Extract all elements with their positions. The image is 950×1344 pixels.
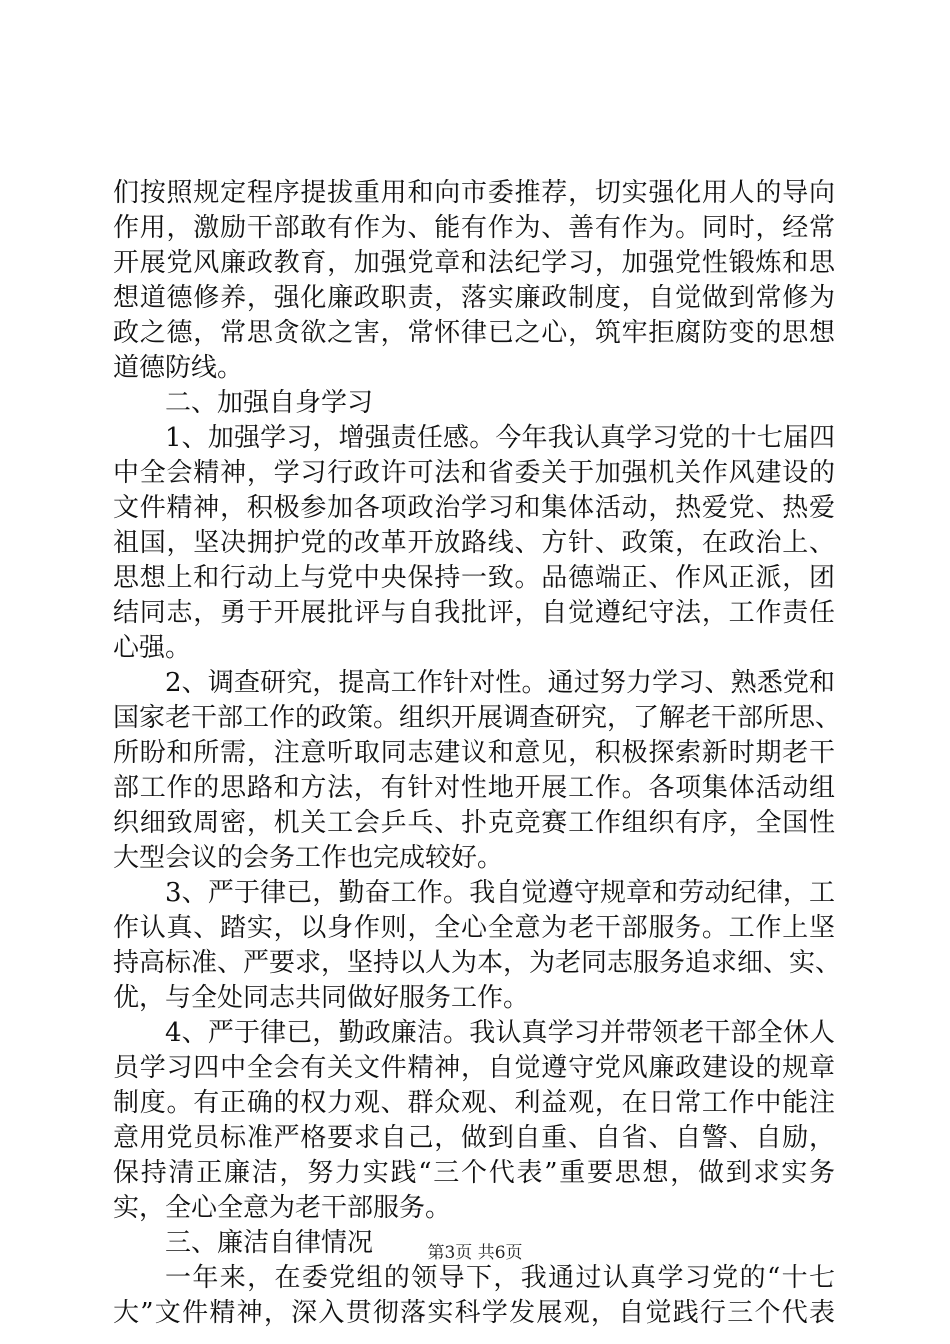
text-line: 1、加强学习，增强责任感。今年我认真学习党的十七届四 [165, 423, 835, 453]
page-footer [0, 1243, 950, 1263]
text-line: 中全会精神，学习行政许可法和省委关于加强机关作风建设的 [113, 458, 835, 488]
text-line: 一年来，在委党组的领导下，我通过认真学习党的“十七 [165, 1263, 835, 1293]
document-body [113, 176, 842, 1331]
text-line: 结同志，勇于开展批评与自我批评，自觉遵纪守法，工作责任 [113, 598, 835, 628]
text-line: 作认真、踏实，以身作则，全心全意为老干部服务。工作上坚 [113, 913, 835, 943]
text-line: 文件精神，积极参加各项政治学习和集体活动，热爱党、热爱 [113, 493, 835, 523]
text-line: 思想上和行动上与党中央保持一致。品德端正、作风正派，团 [113, 563, 835, 593]
text-line: 持高标准、严要求，坚持以人为本，为老同志服务追求细、实、 [113, 948, 842, 978]
text-line: 部工作的思路和方法，有针对性地开展工作。各项集体活动组 [113, 773, 835, 803]
text-line: 祖国，坚决拥护党的改革开放路线、方针、政策，在政治上、 [113, 528, 835, 558]
text-line: 作用，激励干部敢有作为、能有作为、善有作为。同时，经常 [113, 213, 835, 243]
section-heading: 二、加强自身学习 [165, 388, 374, 418]
text-line: 开展党风廉政教育，加强党章和法纪学习，加强党性锻炼和思 [113, 248, 835, 278]
text-line: 2、调查研究，提高工作针对性。通过努力学习、熟悉党和 [165, 668, 835, 698]
text-line: 4、严于律已，勤政廉洁。我认真学习并带领老干部全休人 [165, 1018, 835, 1048]
text-line: 道德防线。 [113, 353, 244, 383]
text-line: 们按照规定程序提拔重用和向市委推荐，切实强化用人的导向 [113, 178, 835, 208]
text-line: 制度。有正确的权力观、群众观、利益观，在日常工作中能注 [113, 1088, 835, 1118]
text-line: 大型会议的会务工作也完成较好。 [113, 843, 504, 873]
text-line: 优，与全处同志共同做好服务工作。 [113, 983, 530, 1013]
text-line: 大”文件精神，深入贯彻落实科学发展观，自觉践行三个代表 [113, 1298, 835, 1328]
page-number-label: 第3页 共6页 [427, 1243, 523, 1263]
text-line: 想道德修养，强化廉政职责，落实廉政制度，自觉做到常修为 [113, 283, 835, 313]
text-line: 所盼和所需，注意听取同志建议和意见，积极探索新时期老干 [113, 738, 835, 768]
text-line: 意用党员标准严格要求自己，做到自重、自省、自警、自励， [113, 1123, 835, 1153]
section-heading: 三、廉洁自律情况 [165, 1228, 374, 1258]
text-line: 政之德，常思贪欲之害，常怀律已之心，筑牢拒腐防变的思想 [113, 318, 835, 348]
text-line: 实，全心全意为老干部服务。 [113, 1193, 452, 1223]
text-line: 国家老干部工作的政策。组织开展调查研究，了解老干部所思、 [113, 703, 842, 733]
text-line: 3、严于律已，勤奋工作。我自觉遵守规章和劳动纪律，工 [165, 878, 835, 908]
text-line: 员学习四中全会有关文件精神，自觉遵守党风廉政建设的规章 [113, 1053, 835, 1083]
text-line: 心强。 [113, 633, 192, 663]
text-line: 保持清正廉洁，努力实践“三个代表”重要思想，做到求实务 [113, 1158, 835, 1188]
text-line: 织细致周密，机关工会乒乓、扑克竞赛工作组织有序，全国性 [113, 808, 835, 838]
